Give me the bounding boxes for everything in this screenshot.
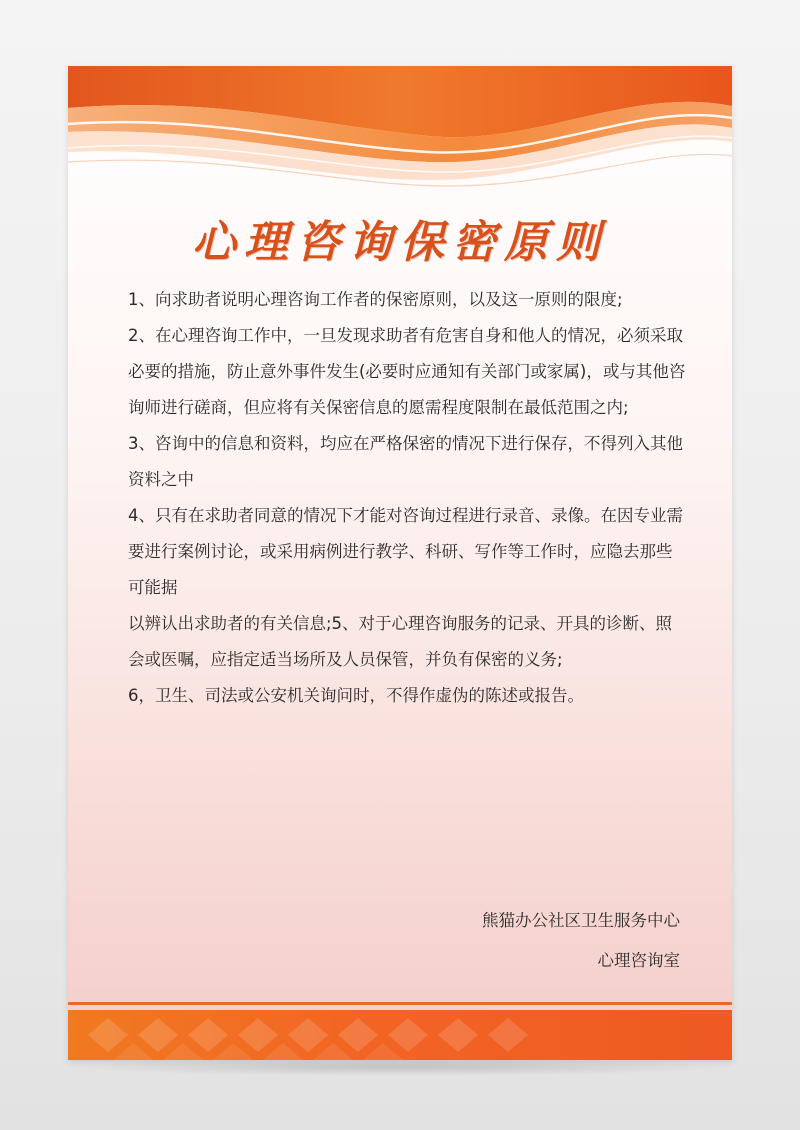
footer-divider <box>68 1002 732 1005</box>
header-wave-decoration <box>68 66 732 196</box>
paragraph-2: 2、在心理咨询工作中，一旦发现求助者有危害自身和他人的情况，必须采取必要的措施，防止意外事件发生(必要时应通知有关部门或家属)，或与其他咨询师进行磋商，但应将有关保密信息的愿需程度限制在最低范围之内; <box>128 326 686 417</box>
paragraph-3: 3、咨询中的信息和资料，均应在严格保密的情况下进行保存，不得列入其他资料之中 <box>128 434 683 489</box>
document-title: 心理咨询保密原则 <box>192 217 608 268</box>
signature-department: 心理咨询室 <box>597 951 680 970</box>
document-body <box>128 282 688 714</box>
signature-block <box>482 901 680 981</box>
poster-shadow <box>60 1058 740 1076</box>
signature-organization: 熊猫办公社区卫生服务中心 <box>482 911 680 930</box>
poster <box>68 66 732 1060</box>
footer-band <box>68 1010 732 1060</box>
paragraph-6: 6，卫生、司法或公安机关询问时，不得作虚伪的陈述或报告。 <box>128 686 584 705</box>
paragraph-4: 4、只有在求助者同意的情况下才能对咨询过程进行录音、录像。在因专业需要进行案例讨论，或采用病例进行教学、科研、写作等工作时，应隐去那些可能据 <box>128 506 683 597</box>
paragraph-5: 以辨认出求助者的有关信息;5、对于心理咨询服务的记录、开具的诊断、照会或医嘱，应指定适当场所及人员保管，并负有保密的义务; <box>128 614 673 669</box>
paragraph-1: 1、向求助者说明心理咨询工作者的保密原则，以及这一原则的限度; <box>128 290 623 309</box>
footer-diamond-pattern <box>68 1010 732 1060</box>
